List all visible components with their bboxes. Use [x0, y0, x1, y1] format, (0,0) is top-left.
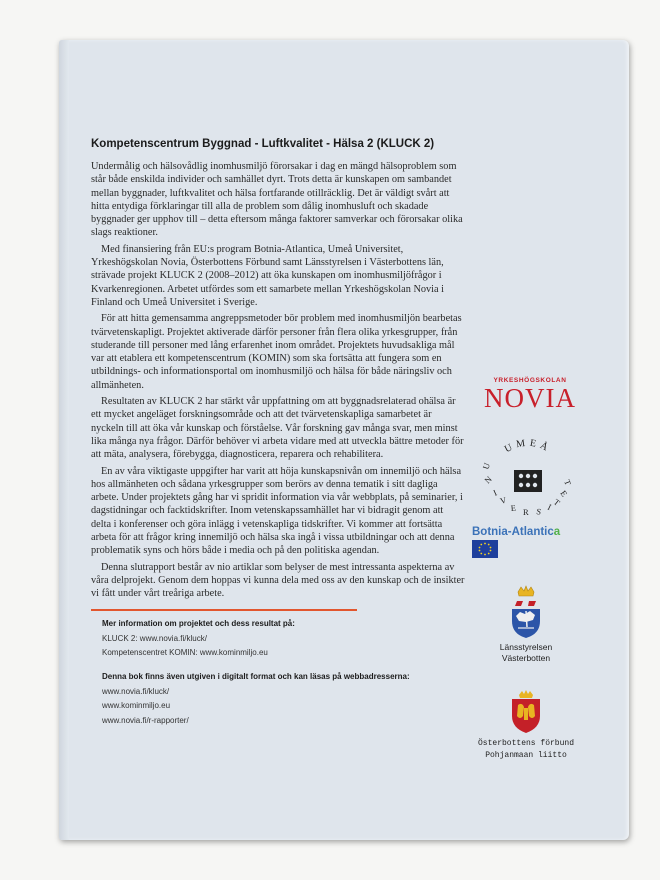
svg-text:E: E	[558, 488, 570, 499]
osterbotten-name: Österbottens förbund	[477, 739, 574, 748]
web-link: www.novia.fi/r-rapporter/	[102, 715, 189, 725]
svg-text:I: I	[491, 487, 499, 498]
osterbotten-crest-icon	[510, 690, 542, 734]
svg-text:N: N	[482, 474, 494, 486]
svg-text:E: E	[510, 502, 517, 513]
project-info	[102, 617, 422, 661]
paragraph: Denna slutrapport består av nio artiklar som belyser de mest intressanta aspekterna av våra delprojekt. Genom dem hoppas vi kunna dela med oss av den kunskap och de insikter vi fått under vårt treåriga arbete.	[91, 561, 465, 600]
novia-logo-subtitle: YRKESHÖGSKOLAN	[493, 377, 567, 384]
komin-link: Kompetenscentret KOMIN: www.kominmiljo.eu	[102, 648, 268, 657]
osterbottens-forbund-logo	[473, 690, 579, 762]
digital-info	[102, 670, 422, 728]
paragraph: För att hitta gemensamma angreppsmetoder bör problem med inomhusmiljön bearbetas tvärvetenskapligt. Projektet aktiverade därför personer från flera olika yrkesgrupper, från studerande till personer med lång erfarenhet inom området. Projektets huvudsakliga mål var att etablera ett kompetenscentrum (KOMIN) som ska fortsätta att fungera som en utbildnings- och informationsportal om inomhusmiljö och hälsa för både näringsliv och allmänheten.	[91, 313, 462, 391]
paragraph: En av våra viktigaste uppgifter har varit att höja kunskapsnivån om innemiljö och hälsa hos allmänheten och sådana yrkesgrupper som berörs av denna tematik i sitt dagliga arbete. Under projektets gång har vi spridit information via vår webbplats, på seminarier, i dagstidningar och facktidskrifter. Inom vetenskapssamhället har vi bidragit genom att delta i konferenser och göra inlägg i vetenskapliga tidskrifter. Vi kommer att fortsätta arbeta för att frågor kring innemiljö och hälsa ska ingå i vissa utbildningar och att denna problematik syns och hörs både i media och på den politiska agendan.	[91, 465, 463, 557]
kluck-link: KLUCK 2: www.novia.fi/kluck/	[102, 633, 207, 643]
novia-logo	[484, 377, 576, 412]
lansstyrelsen-logo	[481, 585, 571, 664]
svg-text:U: U	[480, 461, 492, 471]
web-link: www.novia.fi/kluck/	[102, 686, 170, 696]
web-link: www.kominmiljo.eu	[102, 701, 171, 710]
lansstyrelsen-region: Västerbotten	[501, 653, 551, 663]
botnia-atlantica-logo	[472, 526, 586, 559]
paragraph: Resultaten av KLUCK 2 har stärkt vår uppfattning om att byggnadsrelaterad ohälsa är ett mycket angeläget forskningsområde och att det tvärvetenskapliga samarbetet är nyckeln till att öka vår kunskap och förståelse. Vår forskning gav många svar, men minst lika många nya frågor. Därför behöver vi arbeta vidare med att utveckla bättre metoder för att mäta, analysera, förebygga, diagnosticera, reparera och rehabilitera.	[91, 396, 464, 461]
lansstyrelsen-crest-icon	[509, 585, 543, 639]
svg-text:T: T	[562, 478, 574, 487]
botnia-name: Botnia-Atlantic	[472, 526, 554, 538]
svg-text:UMEÅ: UMEÅ	[502, 437, 554, 456]
lansstyrelsen-name: Länsstyrelsen	[499, 642, 553, 652]
body-text	[91, 160, 465, 604]
osterbotten-name-finnish: Pohjanmaan liitto	[485, 751, 567, 760]
botnia-name-end: a	[553, 526, 561, 538]
svg-text:I: I	[546, 501, 553, 513]
paragraph: Med finansiering från EU:s program Botnia-Atlantica, Umeå Universitet, Yrkeshögskolan Novia, Österbottens Förbund samt Länsstyrelsen i Västerbottens län, strävade projekt KLUCK 2 (2008–2012) att öka kunskapen om inomhusmiljöfrågor i Kvarkenregionen. Arbetet utfördes som ett samarbete mellan Yrkeshögskolan Novia i Finland och Umeå Universitet i Sverige.	[91, 243, 445, 308]
svg-text:R: R	[523, 507, 529, 517]
page-title: Kompetenscentrum Byggnad - Luftkvalitet - Hälsa 2 (KLUCK 2)	[91, 138, 435, 150]
svg-text:V: V	[498, 494, 508, 506]
paragraph: Undermålig och hälsovådlig inomhusmiljö förorsakar i dag en mängd hälsoproblem som står både enskilda individer och samhället dyrt. Trots detta är kunskapen om sambandet mellan byggnader, luftkvalitet och hälsa fortfarande otillräcklig. Det är väldigt svårt att hitta entydiga förklaringar till alla de problem som dålig inomhusluft och skadade byggnader ger upphov till – detta eftersom många faktorer samverkar och förorsakar olika slags reaktioner.	[91, 161, 463, 239]
svg-text:S: S	[535, 506, 543, 517]
digital-heading: Denna bok finns även utgiven i digitalt format och kan läsas på webbadresserna:	[102, 672, 410, 681]
novia-logo-wordmark: NOVIA	[484, 383, 576, 413]
orange-divider	[91, 609, 357, 611]
umea-university-seal-icon	[478, 426, 578, 526]
svg-text:T: T	[551, 496, 563, 508]
book-spine-edge	[59, 40, 69, 840]
info-heading: Mer information om projektet och dess resultat på:	[102, 619, 295, 628]
eu-flag-icon	[472, 540, 498, 558]
